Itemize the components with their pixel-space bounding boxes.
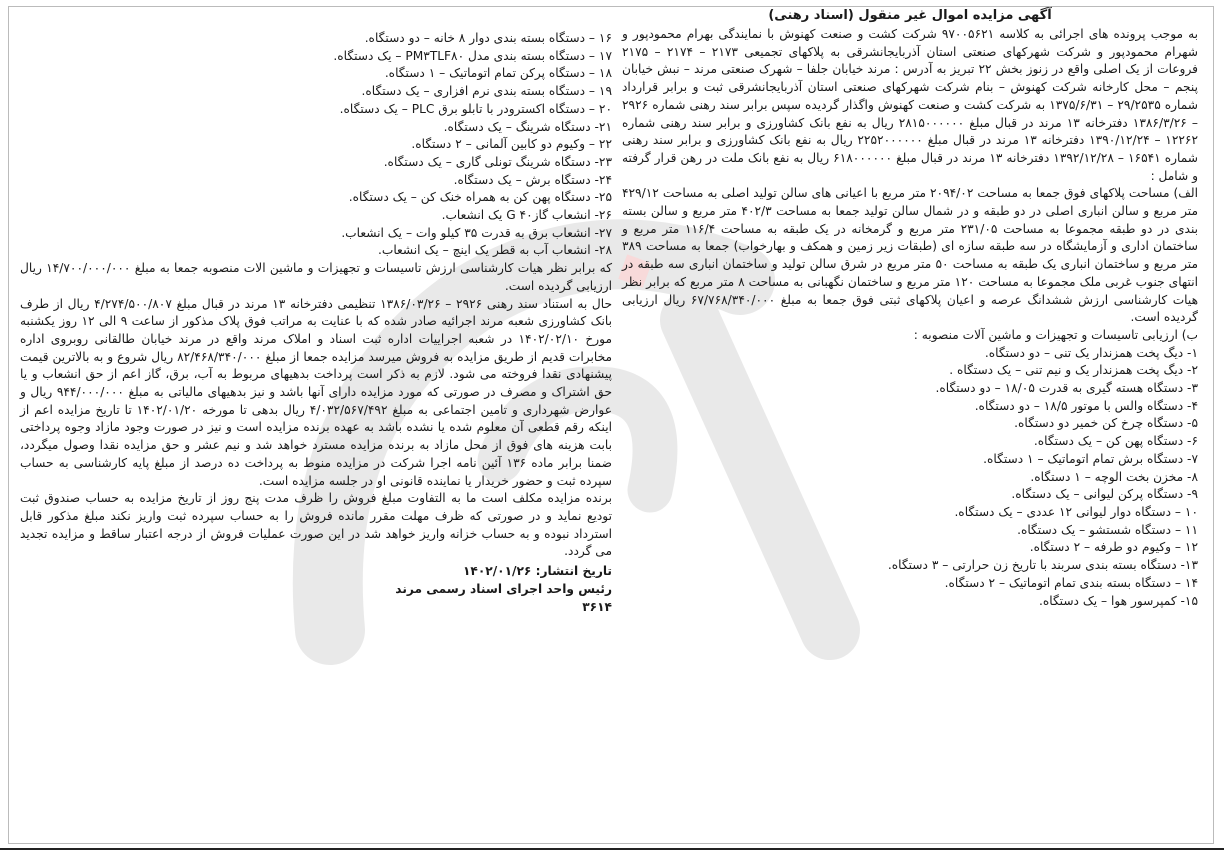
list-item: ۲۲ – وکیوم دو کابین آلمانی – ۲ دستگاه. bbox=[411, 137, 612, 152]
list-item: ۱۶ – دستگاه بسته بندی دوار ۸ خانه – دو دستگاه. bbox=[364, 31, 612, 45]
list-item: ۱۴ – دستگاه بسته بندی تمام اتوماتیک – ۲ دستگاه. bbox=[944, 575, 1198, 590]
list-item: ۱۹ – دستگاه بسته بندی نرم افزاری – یک دستگاه. bbox=[361, 84, 612, 99]
equipment-heading: ب) ارزیابی تاسیسات و تجهیزات و ماشین آلات منصوبه : bbox=[913, 327, 1198, 342]
publish-date: تاریخ انتشار: ۱۴۰۲/۰۱/۲۶ bbox=[462, 564, 612, 579]
list-item: ۱۵- کمپرسور هوا – یک دستگاه. bbox=[1038, 593, 1198, 608]
list-item: ۲۵- دستگاه پهن کن به همراه خنک کن – یک دستگاه. bbox=[348, 190, 612, 205]
footer bbox=[20, 563, 612, 616]
list-item: ۱۸ – دستگاه پرکن تمام اتوماتیک – ۱ دستگاه. bbox=[384, 66, 612, 81]
left-column bbox=[20, 30, 612, 616]
list-item: ۱۰ – دستگاه دوار لیوانی ۱۲ عددی – یک دستگاه. bbox=[954, 504, 1198, 519]
list-item: ۲- دیگ پخت همزندار یک و نیم تنی – یک دستگاه . bbox=[949, 363, 1198, 378]
notice-code: ۳۶۱۴ bbox=[582, 599, 612, 614]
list-item: ۱۱ – دستگاه شستشو – یک دستگاه. bbox=[1017, 522, 1198, 537]
intro-paragraph: به موجب پرونده های اجرائی به کلاسه ۹۷۰۰۵۶۲۱ شرکت کشت و صنعت کهنوش با نمایندگی بهرام محمودپور و شهرام محمودپور و شرکت شهرکهای صنعتی استان آذربایجانشرقی به پلاکهای تجمیعی ۲۱۷۳ – ۲۱۷۴ – ۲۱۷۵ فروعات از یک اصلی واقع در زنوز بخش ۲۲ تبریز به آدرس : مرند خیابان جلفا – شهرک صنعتی مرند – نبش خیابان پنجم – محل کارخانه شرکت کهنوش – بنام شرکت شهرکهای صنعتی استان آذربایجانشرقی ثبت و برابر قرارداد شماره ۲۹/۲۵۳۵ – ۱۳۷۵/۶/۳۱ به شرکت کشت و صنعت کهنوش واگذار گردیده سپس برابر سند رهنی شماره ۲۹۲۶ – ۱۳۸۶/۳/۲۶ دفترخانه ۱۳ مرند در قبال مبلغ ۲۸۱۵۰۰۰۰۰۰ ریال به نفع بانک کشاورزی و برابر سند رهنی شماره ۱۲۲۶۲ – ۱۳۹۰/۱۲/۲۴ دفترخانه ۱۳ مرند در قبال مبلغ ۲۲۵۲۰۰۰۰۰۰ ریال به نفع بانک کشاورزی و برابر سند رهنی شماره ۱۶۵۴۱ – ۱۳۹۲/۱۲/۲۸ دفترخانه ۱۳ مرند در قبال مبلغ ۶۱۸۰۰۰۰۰۰ ریال به نفع بانک ملت در رهن قرار گرفته و شامل : bbox=[622, 27, 1199, 183]
list-item: ۲۳- دستگاه شرینگ تونلی گاری – یک دستگاه. bbox=[383, 154, 612, 169]
list-item: ۱۷ – دستگاه بسته بندی مدل PM۳TLF۸۰ – یک دستگاه. bbox=[333, 48, 612, 63]
equipment-list-right bbox=[622, 345, 1198, 611]
list-item: ۱۲ – وکیوم دو طرفه – ۲ دستگاه. bbox=[1029, 540, 1198, 555]
auction-terms-paragraph: حال به استناد سند رهنی ۲۹۲۶ – ۱۳۸۶/۰۳/۲۶ تنظیمی دفترخانه ۱۳ مرند در قبال مبلغ ۴/۲۷۴/۵۰۰/۸۰۷ ریال از طرف بانک کشاورزی شعبه مرند اجرائیه صادر شده که با عنایت به مراتب فوق پلاک مذکور از ساعت ۹ الی ۱۲ روز یکشنبه مورخ ۱۴۰۲/۰۲/۱۰ در شعبه اجراییات اداره ثبت اسناد و املاک مرند واقع در مرند خیابان طالقانی روبروی اداره مخابرات قدیم از طریق مزایده به فروش میرسد مزایده جمعا از مبلغ ۸۲/۴۶۸/۳۴۰/۰۰۰ ریال شروع و به بالاترین قیمت پیشنهادی نقدا فروخته می شود. لازم به ذکر است پرداخت بدهیهای مربوط به آب، برق، گاز اعم از حق انشعاب و یا حق اشتراک و مصرف در صورتی که مورد مزایده دارای آنها باشد و نیز بدهیهای مالیاتی به مبلغ ۹۴۴/۰۰۰/۰۰۰ ریال و عوارض شهرداری و تامین اجتماعی به مبلغ ۴/۰۳۲/۵۶۷/۴۹۲ ریال بدهی تا مورخه ۱۴۰۲/۰۱/۲۰ تا تاریخ مزایده اعم از اینکه رقم قطعی آن معلوم شده یا نشده باشد به عهده برنده مزایده است و نیز در صورت وجود مازاد وجوه پرداختی بابت هزینه های فوق از محل مازاد به برنده مزایده مسترد خواهد شد و نیم عشر و حق مزایده نقدا وصول میگردد، ضمنا برابر ماده ۱۳۶ آئین نامه اجرا شرکت در مزایده منوط به پرداخت ده درصد از مبلغ پایه کارشناسی به حساب سپرده ثبت و حضور خریدار یا نماینده قانونی او در جلسه مزایده است. bbox=[20, 296, 613, 488]
list-item: ۸- مخزن بخت الوچه – ۱ دستگاه. bbox=[1030, 469, 1198, 484]
list-item: ۲۶- انشعاب گازG ۴۰ یک انشعاب. bbox=[441, 208, 612, 223]
winner-obligation-paragraph: برنده مزایده مکلف است ما به التفاوت مبلغ فروش را ظرف مدت پنج روز از تاریخ مزایده به حساب صندوق ثبت تودیع نماید و در صورتی که ظرف مهلت مقرر مانده فروش را به حساب سپرده ثبت واریز نکند مبلغ مذکور قابل استرداد نبوده و به حساب خزانه واریز خواهد شد در این صورت عملیات فروش از درجه اعتبار ساقط و مزایده تجدید می گردد. bbox=[20, 491, 612, 559]
equipment-valuation-paragraph: که برابر نظر هیات کارشناسی ارزش تاسیسات و تجهیزات و ماشین الات منصوبه جمعا به مبلغ ۱۴/۷۰۰/۰۰۰/۰۰۰ ریال ارزیابی گردیده است. bbox=[20, 261, 612, 293]
list-item: ۲۸- انشعاب آب به قطر یک اینچ – یک انشعاب. bbox=[377, 243, 612, 258]
property-paragraph: الف) مساحت پلاکهای فوق جمعا به مساحت ۲۰۹۴/۰۲ متر مربع با اعیانی های سالن تولید اصلی به مساحت ۴۲۹/۱۲ متر مربع و سالن انباری اصلی در دو طبقه و در شمال سالن تولید جمعا به مساحت ۴۰۲/۳ متر مربع و سالن بسته بندی در دو طبقه مجموعا به مساحت ۲۳۱/۰۵ متر مربع و گرمخانه در یک طبقه به مساحت ۱۱۶/۴ متر مربع و ساختمان اداری و آزمایشگاه در سه طبقه سازه ای (طبقات زیر زمین و همکف و بهارخواب) جمعا به مساحت ۳۸۹ متر مربع و ساختمان انباری یک طبقه به مساحت ۵۰ متر مربع در شرق سالن تولید و ساختمان انباری سه طبقه در انتهای جنوب غربی ملک مجموعا به مساحت ۱۲۰ متر مربع و ساختمان نگهبانی به مساحت ۸ متر مربع که برابر نظر هیات کارشناسی ارزش ششدانگ عرصه و اعیان پلاکهای ثبتی فوق جمعا به مبلغ ۶۷/۷۶۸/۳۴۰/۰۰۰ ریال ارزیابی گردیده است. bbox=[622, 186, 1199, 325]
list-item: ۲۱- دستگاه شرینگ – یک دستگاه. bbox=[443, 119, 612, 134]
list-item: ۴- دستگاه والس با موتور ۱۸/۵ – دو دستگاه. bbox=[974, 398, 1198, 413]
list-item: ۱- دیگ پخت همزندار یک تنی – دو دستگاه. bbox=[984, 345, 1198, 360]
list-item: ۳- دستگاه هسته گیری به قدرت ۱۸/۰۵ – دو دستگاه. bbox=[935, 381, 1198, 396]
list-item: ۵- دستگاه چرخ کن خمیر دو دستگاه. bbox=[1014, 416, 1198, 431]
list-item: ۲۴- دستگاه برش – یک دستگاه. bbox=[453, 172, 612, 187]
list-item: ۷- دستگاه برش تمام اتوماتیک – ۱ دستگاه. bbox=[983, 451, 1198, 466]
bottom-rule bbox=[0, 848, 1224, 866]
list-item: ۲۷- انشعاب برق به قدرت ۳۵ کیلو وات – یک انشعاب. bbox=[341, 225, 612, 240]
equipment-list-left bbox=[20, 30, 612, 260]
list-item: ۲۰ – دستگاه اکسترودر با تابلو برق PLC – یک دستگاه. bbox=[339, 101, 612, 116]
list-item: ۱۳- دستگاه بسته بندی سربند با تاریخ زن حرارتی – ۳ دستگاه. bbox=[887, 558, 1198, 573]
signature-title: رئیس واحد اجرای اسناد رسمی مرند bbox=[395, 581, 612, 596]
list-item: ۶- دستگاه پهن کن – یک دستگاه. bbox=[1033, 434, 1198, 449]
right-column bbox=[622, 26, 1198, 610]
list-item: ۹- دستگاه پرکن لیوانی – یک دستگاه. bbox=[1011, 487, 1198, 502]
notice-title: آگهی مزایده اموال غیر منقول (اسناد رهنی) bbox=[768, 8, 1052, 23]
